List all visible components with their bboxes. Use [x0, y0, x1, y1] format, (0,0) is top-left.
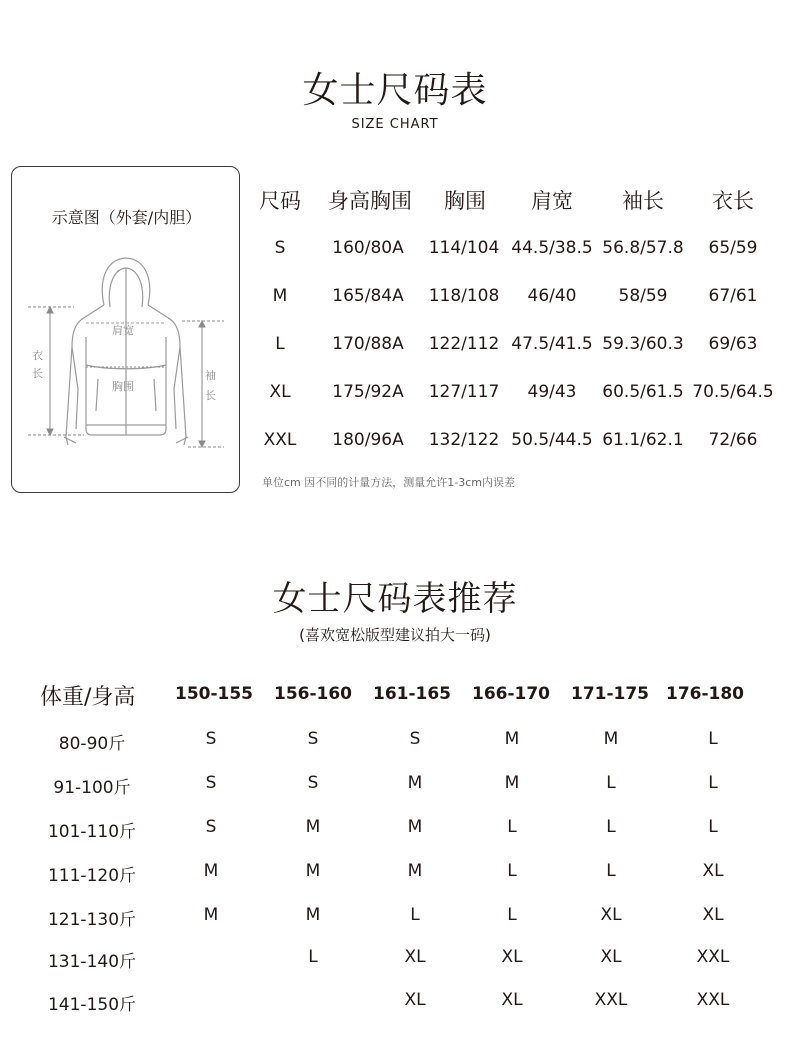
size-cell: M — [504, 773, 520, 793]
header-sleeve: 袖长 — [622, 189, 664, 213]
recommendation-title: 女士尺码表推荐 — [272, 579, 518, 619]
cell-height-chest: 165/84A — [332, 286, 404, 306]
size-cell: L — [308, 947, 318, 967]
cell-height-chest: 175/92A — [332, 382, 404, 402]
size-cell: L — [606, 817, 616, 837]
cell-length: 72/66 — [708, 430, 758, 450]
cell-chest: 122/112 — [428, 334, 500, 354]
sleeve-label-2: 长 — [205, 389, 216, 402]
header-length: 衣长 — [712, 189, 754, 213]
recommendation-subtitle: (喜欢宽松版型建议拍大一码) — [299, 626, 491, 644]
size-cell: S — [205, 817, 217, 837]
cell-shoulder: 46/40 — [527, 286, 577, 306]
size-cell: L — [507, 905, 517, 925]
cell-size: S — [274, 238, 286, 258]
cell-height-chest: 180/96A — [332, 430, 404, 450]
height-range-header: 166-170 — [471, 684, 551, 704]
size-cell: L — [410, 905, 420, 925]
height-range-header: 156-160 — [273, 684, 353, 704]
size-cell: XL — [702, 861, 724, 881]
size-cell: L — [708, 817, 718, 837]
size-cell: XL — [702, 905, 724, 925]
size-cell: XL — [501, 947, 523, 967]
length-label-2: 长 — [32, 367, 43, 380]
shoulder-label: 肩宽 — [112, 324, 134, 337]
weight-range: 141-150斤 — [47, 995, 137, 1015]
cell-length: 65/59 — [708, 238, 758, 258]
size-cell: M — [305, 905, 321, 925]
weight-range: 121-130斤 — [47, 910, 137, 930]
size-cell: L — [606, 861, 616, 881]
cell-chest: 132/122 — [428, 430, 500, 450]
cell-size: L — [275, 334, 285, 354]
size-cell: M — [203, 905, 219, 925]
size-cell: L — [708, 773, 718, 793]
size-cell: L — [606, 773, 616, 793]
cell-length: 69/63 — [708, 334, 758, 354]
size-chart-title: 女士尺码表 — [302, 70, 488, 111]
size-cell: M — [603, 729, 619, 749]
size-cell: M — [504, 729, 520, 749]
cell-shoulder: 49/43 — [527, 382, 577, 402]
size-cell: XL — [600, 905, 622, 925]
diagram-title: 示意图（外套/内胆） — [51, 208, 202, 227]
size-cell: L — [507, 861, 517, 881]
size-cell: XL — [600, 947, 622, 967]
chest-label: 胸围 — [112, 380, 134, 393]
header-height-chest: 身高胸围 — [328, 189, 412, 213]
size-cell: S — [307, 773, 319, 793]
cell-sleeve: 56.8/57.8 — [602, 238, 684, 258]
size-cell: XL — [501, 990, 523, 1010]
size-cell: M — [305, 861, 321, 881]
height-range-header: 161-165 — [372, 684, 452, 704]
header-shoulder: 肩宽 — [531, 189, 573, 213]
size-cell: S — [307, 729, 319, 749]
cell-shoulder: 50.5/44.5 — [511, 430, 593, 450]
cell-size: XL — [269, 382, 291, 402]
weight-range: 111-120斤 — [47, 866, 137, 886]
cell-sleeve: 59.3/60.3 — [602, 334, 684, 354]
size-cell: M — [407, 861, 423, 881]
sleeve-label-1: 袖 — [205, 369, 216, 382]
size-cell: XXL — [696, 947, 730, 967]
size-cell: M — [407, 773, 423, 793]
header-size: 尺码 — [259, 189, 301, 213]
cell-length: 67/61 — [708, 286, 758, 306]
size-cell: S — [409, 729, 421, 749]
length-label-1: 衣 — [32, 349, 43, 362]
size-cell: L — [708, 729, 718, 749]
height-range-header: 176-180 — [665, 684, 745, 704]
weight-range: 91-100斤 — [53, 778, 131, 798]
cell-sleeve: 58/59 — [618, 286, 668, 306]
size-chart-subtitle: SIZE CHART — [351, 117, 439, 132]
cell-chest: 118/108 — [428, 286, 500, 306]
measurement-note: 单位cm 因不同的计量方法，测量允许1-3cm内误差 — [262, 476, 515, 489]
size-cell: XXL — [696, 990, 730, 1010]
header-chest: 胸围 — [444, 189, 486, 213]
size-cell: XL — [404, 990, 426, 1010]
size-cell: M — [203, 861, 219, 881]
cell-sleeve: 60.5/61.5 — [602, 382, 684, 402]
weight-range: 131-140斤 — [47, 952, 137, 972]
cell-chest: 127/117 — [428, 382, 500, 402]
size-cell: M — [305, 817, 321, 837]
cell-size: M — [272, 286, 288, 306]
height-range-header: 150-155 — [174, 684, 254, 704]
cell-chest: 114/104 — [428, 238, 500, 258]
cell-shoulder: 47.5/41.5 — [511, 334, 593, 354]
cell-size: XXL — [263, 430, 297, 450]
weight-range: 80-90斤 — [58, 734, 126, 754]
size-cell: S — [205, 729, 217, 749]
cell-sleeve: 61.1/62.1 — [602, 430, 684, 450]
height-range-header: 171-175 — [570, 684, 650, 704]
weight-range: 101-110斤 — [47, 822, 137, 842]
size-cell: XL — [404, 947, 426, 967]
garment-diagram-box — [11, 166, 240, 493]
size-cell: M — [407, 817, 423, 837]
size-cell: L — [507, 817, 517, 837]
cell-height-chest: 170/88A — [332, 334, 404, 354]
cell-shoulder: 44.5/38.5 — [511, 238, 593, 258]
cell-height-chest: 160/80A — [332, 238, 404, 258]
size-cell: S — [205, 773, 217, 793]
cell-length: 70.5/64.5 — [692, 382, 774, 402]
size-cell: XXL — [594, 990, 628, 1010]
weight-height-label: 体重/身高 — [40, 685, 136, 710]
